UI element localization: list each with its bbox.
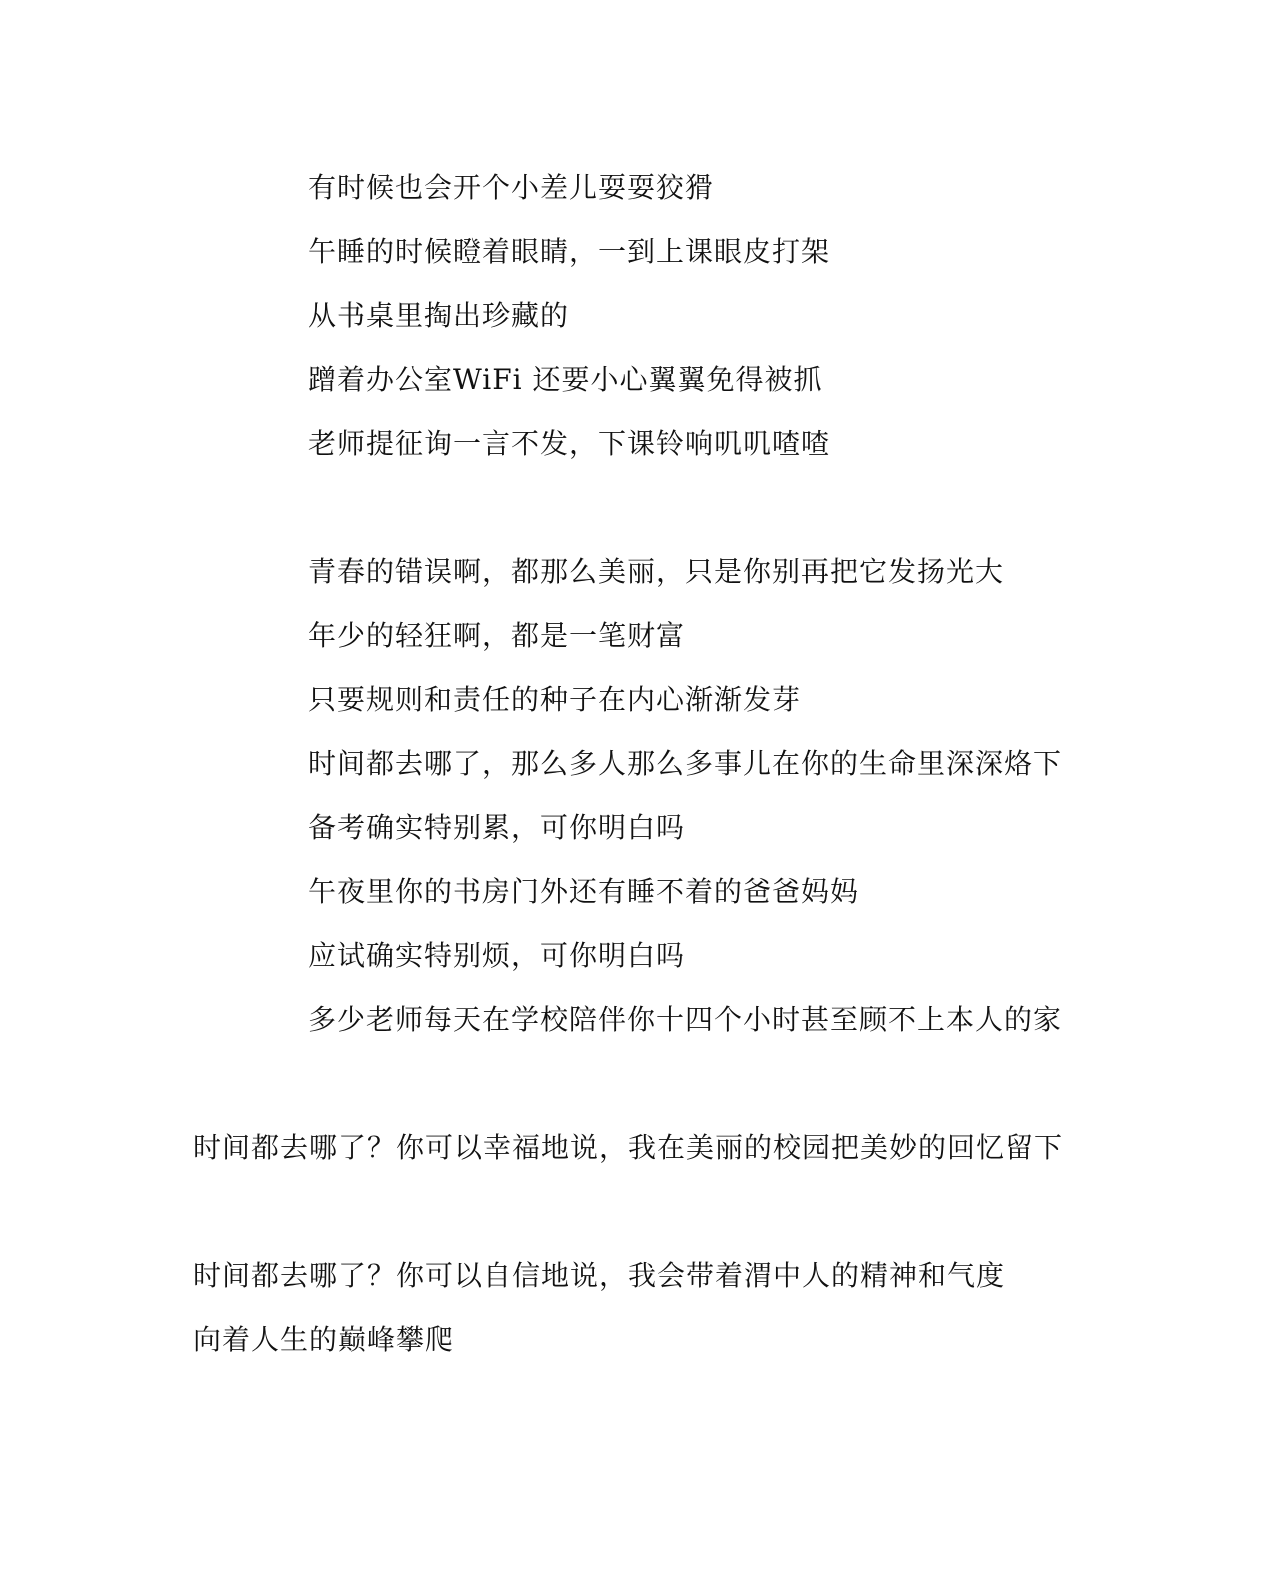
poem-line: 午睡的时候瞪着眼睛，一到上课眼皮打架 xyxy=(308,235,831,268)
poem-line: 时间都去哪了，那么多人那么多事儿在你的生命里深深烙下 xyxy=(308,747,1063,780)
poem-line: 时间都去哪了？你可以自信地说，我会带着渭中人的精神和气度 xyxy=(193,1259,1006,1292)
poem-line: 午夜里你的书房门外还有睡不着的爸爸妈妈 xyxy=(308,875,860,908)
poem-line: 备考确实特别累，可你明白吗 xyxy=(308,811,686,844)
poem-line: 有时候也会开个小差儿耍耍狡猾 xyxy=(308,171,715,204)
poem-line: 多少老师每天在学校陪伴你十四个小时甚至顾不上本人的家 xyxy=(308,1003,1063,1036)
poem-line: 应试确实特别烦，可你明白吗 xyxy=(308,939,686,972)
poem-line: 老师提征询一言不发，下课铃响叽叽喳喳 xyxy=(308,427,831,460)
poem-line: 只要规则和责任的种子在内心渐渐发芽 xyxy=(308,683,802,716)
poem-line: 向着人生的巅峰攀爬 xyxy=(193,1323,455,1356)
poem-line: 年少的轻狂啊，都是一笔财富 xyxy=(308,619,686,652)
poem-line: 青春的错误啊，都那么美丽，只是你别再把它发扬光大 xyxy=(308,555,1005,588)
poem-line: 从书桌里掏出珍藏的 xyxy=(308,299,570,332)
poem-line: 蹭着办公室WiFi 还要小心翼翼免得被抓 xyxy=(308,363,823,396)
poem-line: 时间都去哪了？你可以幸福地说，我在美丽的校园把美妙的回忆留下 xyxy=(193,1131,1064,1164)
